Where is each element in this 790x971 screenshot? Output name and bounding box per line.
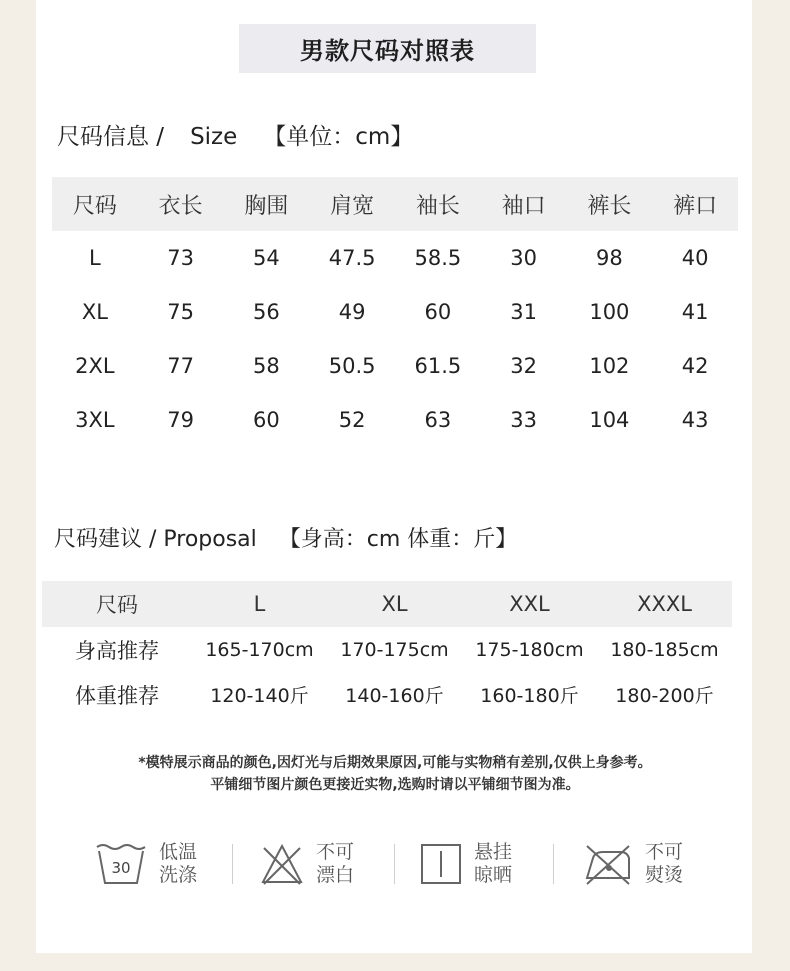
table-cell: 120-140斤 [210, 685, 309, 707]
table-cell: 30 [510, 246, 537, 270]
column-header: XXL [509, 592, 550, 616]
row-label: 体重推荐 [75, 683, 159, 708]
table-cell: 50.5 [328, 354, 376, 378]
care-label-line: 低温 [159, 841, 198, 863]
table-cell: 180-200斤 [615, 685, 714, 707]
divider [394, 844, 395, 884]
divider [553, 844, 554, 884]
table-cell: 32 [510, 354, 537, 378]
care-label [645, 841, 683, 887]
table-cell: 54 [253, 246, 280, 270]
column-header: XL [381, 592, 408, 616]
table-cell: 100 [589, 300, 630, 324]
care-label-line: 不可 [316, 841, 355, 863]
table-cell: XL [81, 300, 108, 324]
size-info-heading-size: Size [190, 124, 238, 150]
table-cell: 42 [681, 354, 709, 378]
care-label-line: 洗涤 [159, 864, 198, 886]
table-cell: 3XL [75, 408, 115, 432]
wash-temp-label: 30 [111, 859, 131, 877]
wash-30-icon [95, 841, 147, 887]
care-label [474, 841, 512, 887]
proposal-heading-label: 尺码建议 / Proposal [54, 527, 257, 552]
table-cell: 56 [253, 300, 280, 324]
table-cell: 170-175cm [340, 638, 449, 661]
proposal-table [42, 581, 732, 717]
size-info-heading-unit: 【单位：cm】 [263, 124, 414, 150]
table-cell: 31 [510, 300, 537, 324]
column-header: XXXL [637, 592, 692, 616]
table-cell: 60 [253, 408, 280, 432]
page-title: 男款尺码对照表 [239, 24, 536, 73]
care-label [316, 841, 354, 887]
care-label-line: 悬挂 [474, 841, 513, 863]
table-cell: 61.5 [414, 354, 462, 378]
table-cell: 175-180cm [475, 638, 584, 661]
table-cell: 77 [167, 354, 194, 378]
column-header: 裤长 [587, 193, 632, 219]
care-no-bleach [260, 836, 354, 892]
column-header: 尺码 [72, 193, 117, 219]
care-label-line: 漂白 [316, 864, 355, 886]
table-cell: 140-160斤 [345, 685, 444, 707]
care-label-line: 晾晒 [474, 864, 513, 886]
table-cell: 52 [338, 408, 366, 432]
column-header: 肩宽 [330, 193, 375, 219]
table-cell: 49 [338, 300, 366, 324]
table-cell: 180-185cm [610, 638, 719, 661]
table-cell: 63 [424, 408, 452, 432]
column-header: 裤口 [673, 193, 718, 219]
table-cell: 98 [596, 246, 623, 270]
care-label-line: 熨烫 [645, 864, 684, 886]
column-header: 衣长 [158, 193, 203, 219]
table-row [52, 339, 738, 393]
no-iron-icon [583, 842, 633, 886]
size-info-heading-label: 尺码信息 / [57, 124, 165, 150]
table-cell: 43 [681, 408, 709, 432]
column-header: L [253, 592, 266, 616]
proposal-table-header [42, 581, 732, 627]
table-row [52, 231, 738, 285]
care-hang-dry [420, 836, 512, 892]
table-cell: 102 [589, 354, 630, 378]
care-label [159, 841, 197, 887]
table-cell: 47.5 [328, 246, 376, 270]
care-no-iron [583, 836, 683, 892]
table-cell: 58.5 [414, 246, 462, 270]
column-header: 袖长 [415, 193, 460, 219]
size-table-header [52, 177, 738, 231]
table-row [52, 285, 738, 339]
row-label: 身高推荐 [75, 638, 159, 663]
hang-dry-icon [420, 843, 462, 885]
disclaimer-line-1: *模特展示商品的颜色,因灯光与后期效果原因,可能与实物稍有差别,仅供上身参考。 [138, 755, 652, 771]
column-header: 胸围 [244, 193, 289, 219]
table-cell: 60 [424, 300, 452, 324]
care-label-line: 不可 [645, 841, 684, 863]
table-cell: 73 [167, 246, 194, 270]
table-cell: 58 [253, 354, 280, 378]
table-cell: 104 [589, 408, 630, 432]
divider [232, 844, 233, 884]
size-info-heading [57, 118, 413, 151]
disclaimer-line-2: 平铺细节图片颜色更接近实物,选购时请以平铺细节图为准。 [210, 777, 580, 793]
table-cell: 33 [510, 408, 537, 432]
column-header: 尺码 [96, 593, 138, 617]
column-header: 袖口 [501, 193, 546, 219]
care-low-temp-wash [95, 836, 197, 892]
table-cell: 40 [681, 246, 709, 270]
table-cell: L [89, 246, 101, 270]
proposal-heading-unit: 【身高：cm 体重：斤】 [278, 527, 518, 552]
size-table [52, 177, 738, 447]
table-cell: 160-180斤 [480, 685, 579, 707]
table-cell: 2XL [75, 354, 115, 378]
proposal-heading [54, 522, 517, 553]
no-bleach-icon [260, 842, 304, 886]
table-row [52, 393, 738, 447]
table-row [42, 627, 732, 672]
table-cell: 75 [167, 300, 194, 324]
table-row [42, 672, 732, 717]
table-cell: 165-170cm [205, 638, 314, 661]
table-cell: 41 [681, 300, 709, 324]
table-cell: 79 [167, 408, 194, 432]
